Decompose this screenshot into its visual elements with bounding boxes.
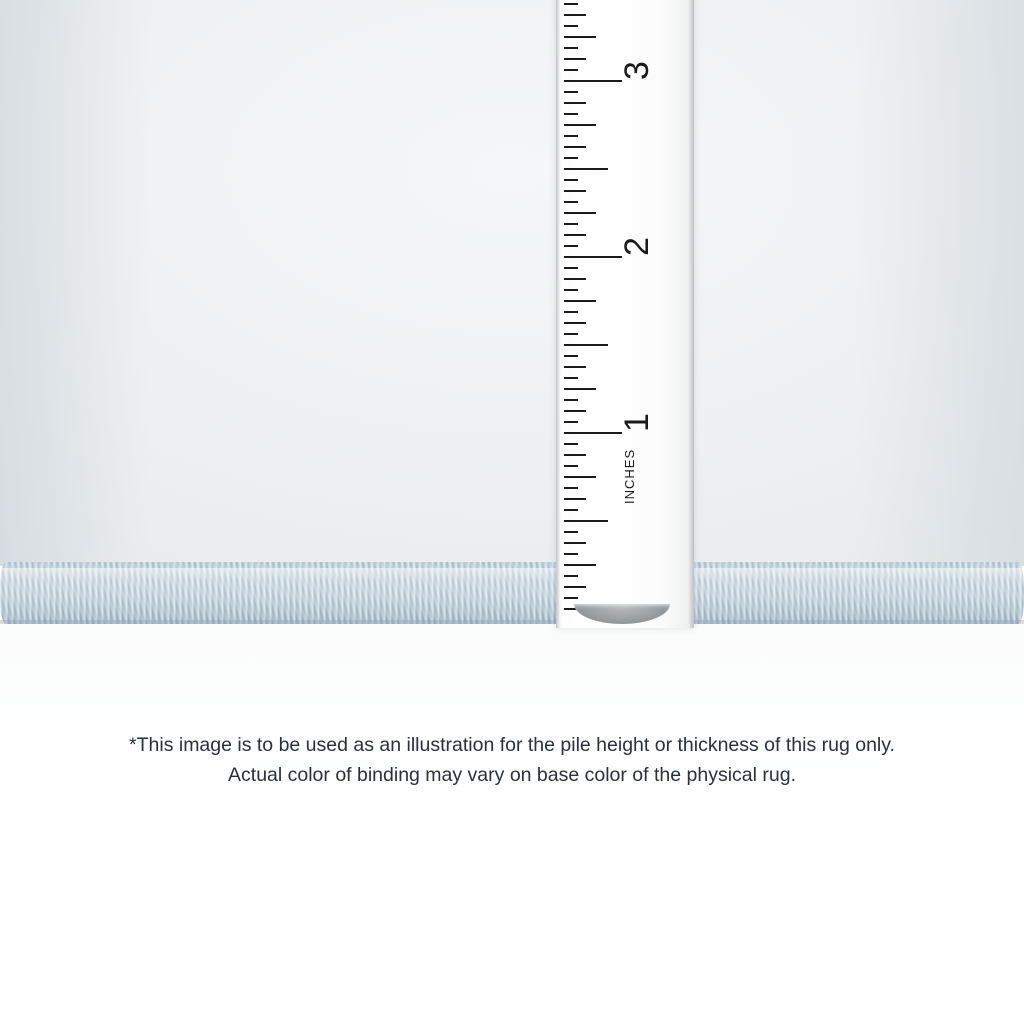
tape-tick xyxy=(564,267,578,269)
tape-tick xyxy=(564,542,586,544)
tape-tick xyxy=(564,311,578,313)
tape-tick xyxy=(564,14,586,16)
tape-number-2: 2 xyxy=(618,237,656,256)
tape-tick xyxy=(564,201,578,203)
tape-tick xyxy=(564,597,578,599)
tape-tick xyxy=(564,36,596,38)
tape-tick xyxy=(564,190,586,192)
disclaimer-line-2: Actual color of binding may vary on base color of the physical rug. xyxy=(228,764,796,786)
disclaimer-caption xyxy=(0,730,1024,790)
tape-tick xyxy=(564,564,596,566)
tape-tick xyxy=(564,25,578,27)
tape-tick xyxy=(564,146,586,148)
tape-tick xyxy=(564,377,578,379)
tape-tick xyxy=(564,58,586,60)
tape-tick xyxy=(564,91,578,93)
tape-tick xyxy=(564,344,608,346)
tape-tick xyxy=(564,47,578,49)
tape-tick xyxy=(564,487,578,489)
tape-tick xyxy=(564,432,622,434)
tape-tick xyxy=(564,157,578,159)
tape-tick xyxy=(564,69,578,71)
tape-tick xyxy=(564,355,578,357)
tape-tick xyxy=(564,289,578,291)
tape-tick xyxy=(564,509,578,511)
tape-number-3: 3 xyxy=(618,61,656,80)
tape-tick xyxy=(564,553,578,555)
tape-tick xyxy=(564,322,586,324)
rug-binding-highlight xyxy=(0,568,1024,582)
tape-tick xyxy=(564,278,586,280)
tape-tick xyxy=(564,465,578,467)
rug-binding-edge xyxy=(0,562,1024,630)
tape-tick xyxy=(564,333,578,335)
tape-tick xyxy=(564,498,586,500)
tape-measure-hook xyxy=(574,604,670,624)
tape-tick xyxy=(564,366,586,368)
tape-tick xyxy=(564,102,586,104)
tape-tick xyxy=(564,388,596,390)
tape-unit-label: INCHES xyxy=(622,448,637,504)
tape-tick xyxy=(564,399,578,401)
tape-measure xyxy=(556,0,694,628)
tape-tick xyxy=(564,135,578,137)
tape-edge-right xyxy=(688,0,694,628)
studio-floor xyxy=(0,624,1024,1024)
tape-tick xyxy=(564,212,596,214)
backdrop-shadow-right xyxy=(854,0,1024,566)
tape-tick xyxy=(564,168,608,170)
tape-tick xyxy=(564,476,596,478)
tape-tick xyxy=(564,300,596,302)
backdrop-shadow-left xyxy=(0,0,150,566)
tape-tick xyxy=(564,520,608,522)
tape-tick xyxy=(564,575,578,577)
tape-tick xyxy=(564,586,586,588)
tape-tick xyxy=(564,256,622,258)
tape-tick xyxy=(564,113,578,115)
tape-tick xyxy=(564,234,586,236)
tape-tick xyxy=(564,443,578,445)
tape-tick xyxy=(564,179,578,181)
tape-edge-left xyxy=(556,0,560,628)
tape-tick xyxy=(564,223,578,225)
tape-tick xyxy=(564,245,578,247)
tape-tick xyxy=(564,3,578,5)
tape-tick xyxy=(564,410,586,412)
tape-tick xyxy=(564,454,586,456)
disclaimer-line-1: *This image is to be used as an illustration for the pile height or thickness of this rug only. xyxy=(129,734,895,756)
tape-tick xyxy=(564,531,578,533)
tape-tick xyxy=(564,421,578,423)
tape-tick xyxy=(564,124,596,126)
tape-number-1: 1 xyxy=(618,413,656,432)
tape-tick xyxy=(564,80,622,82)
